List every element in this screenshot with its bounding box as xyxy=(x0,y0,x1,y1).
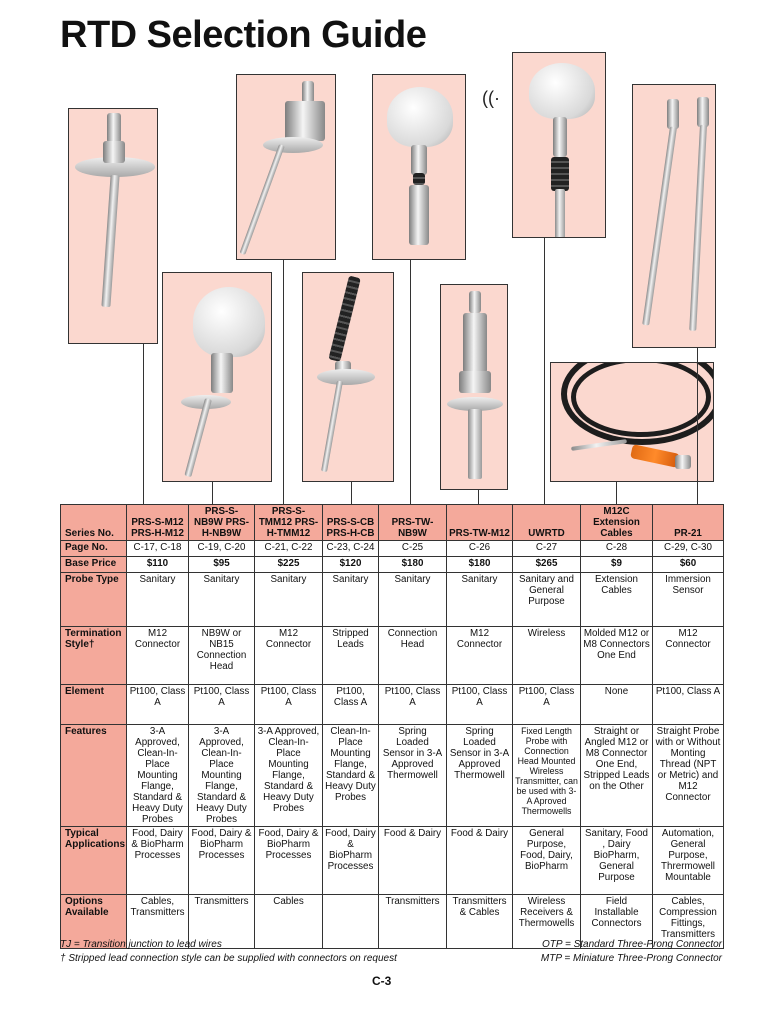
cell-element: Pt100, Class A xyxy=(127,685,189,725)
cell-element: Pt100, Class A xyxy=(189,685,255,725)
cell-element: Pt100, Class A xyxy=(653,685,724,725)
cell-applications: Sanitary, Food , Dairy BioPharm, General Purpose xyxy=(581,827,653,895)
cell-options: Cables, Compression Fittings, Transmitters xyxy=(653,895,724,949)
cell-price: $120 xyxy=(323,557,379,573)
cell-options xyxy=(323,895,379,949)
cell-series: UWRTD xyxy=(513,505,581,541)
cell-options: Field Installable Connectors xyxy=(581,895,653,949)
cell-probe-type: Sanitary xyxy=(379,573,447,627)
cell-page-no: C-28 xyxy=(581,541,653,557)
cell-price: $9 xyxy=(581,557,653,573)
cell-features: 3-A Approved, Clean-In-Place Mounting Flange, Standard & Heavy Duty Probes xyxy=(127,725,189,827)
cell-element: Pt100, Class A xyxy=(513,685,581,725)
cell-probe-type: Sanitary xyxy=(255,573,323,627)
product-photo-prs-tw-m12 xyxy=(440,284,508,490)
product-photo-prs-s-nb9w xyxy=(162,272,272,482)
row-label: Typical Applications xyxy=(61,827,127,895)
cell-probe-type: Sanitary xyxy=(189,573,255,627)
cell-probe-type: Sanitary and General Purpose xyxy=(513,573,581,627)
cell-series: PR-21 xyxy=(653,505,724,541)
cell-price: $110 xyxy=(127,557,189,573)
cell-options: Wireless Receivers & Thermowells xyxy=(513,895,581,949)
cell-options: Transmitters xyxy=(189,895,255,949)
cell-features: 3-A Approved, Clean-In-Place Mounting Flange, Standard & Heavy Duty Probes xyxy=(255,725,323,827)
cell-price: $180 xyxy=(379,557,447,573)
cell-features: Clean-In-Place Mounting Flange, Standard & Heavy Duty Probes xyxy=(323,725,379,827)
cell-series: PRS-TW-M12 xyxy=(447,505,513,541)
cell-applications: Food, Dairy & BioPharm Processes xyxy=(255,827,323,895)
cell-series: PRS-TW-NB9W xyxy=(379,505,447,541)
cell-element: Pt100, Class A xyxy=(255,685,323,725)
cell-applications: Automation, General Purpose, Thrermowell Mountable xyxy=(653,827,724,895)
cell-series: PRS-S-NB9W PRS-H-NB9W xyxy=(189,505,255,541)
row-label: Base Price xyxy=(61,557,127,573)
cell-page-no: C-21, C-22 xyxy=(255,541,323,557)
cell-features: Fixed Length Probe with Connection Head Mounted Wireless Transmitter, can be used with 3-A Aproved Thermowells xyxy=(513,725,581,827)
cell-series: PRS-S-CB PRS-H-CB xyxy=(323,505,379,541)
product-photo-uwrtd xyxy=(512,52,606,238)
product-photo-prs-s-cb xyxy=(302,272,394,482)
cell-page-no: C-27 xyxy=(513,541,581,557)
cell-options: Cables xyxy=(255,895,323,949)
cell-termination: M12 Connector xyxy=(127,627,189,685)
cell-applications: General Purpose, Food, Dairy, BioPharm xyxy=(513,827,581,895)
cell-termination: Stripped Leads xyxy=(323,627,379,685)
cell-element: Pt100, Class A xyxy=(447,685,513,725)
page-number: C-3 xyxy=(372,974,392,988)
cell-series: PRS-S-TMM12 PRS-H-TMM12 xyxy=(255,505,323,541)
cell-termination: Molded M12 or M8 Connectors One End xyxy=(581,627,653,685)
row-features xyxy=(61,725,724,827)
cell-probe-type: Sanitary xyxy=(447,573,513,627)
product-photo-prs-s-tmm12 xyxy=(236,74,336,260)
cell-features: Straight or Angled M12 or M8 Connector One End, Stripped Leads on the Other xyxy=(581,725,653,827)
row-element xyxy=(61,685,724,725)
cell-termination: M12 Connector xyxy=(255,627,323,685)
cell-probe-type: Sanitary xyxy=(127,573,189,627)
cell-features: Spring Loaded Sensor in 3-A Approved Thermowell xyxy=(379,725,447,827)
footnote-mtp: MTP = Miniature Three-Prong Connector xyxy=(540,953,722,964)
cell-page-no: C-29, C-30 xyxy=(653,541,724,557)
page-title: RTD Selection Guide xyxy=(60,14,427,56)
cell-applications: Food, Dairy & BioPharm Processes xyxy=(323,827,379,895)
cell-applications: Food, Dairy & BioPharm Processes xyxy=(127,827,189,895)
product-photo-prs-s-m12 xyxy=(68,108,158,344)
footnote-dagger: † Stripped lead connection style can be supplied with connectors on request xyxy=(60,953,397,964)
cell-options: Transmitters & Cables xyxy=(447,895,513,949)
cell-termination: M12 Connector xyxy=(447,627,513,685)
cell-features: 3-A Approved, Clean-In-Place Mounting Flange, Standard & Heavy Duty Probes xyxy=(189,725,255,827)
cell-page-no: C-26 xyxy=(447,541,513,557)
product-photo-prs-tw-nb9w xyxy=(372,74,466,260)
cell-options: Cables, Transmitters xyxy=(127,895,189,949)
cell-applications: Food, Dairy & BioPharm Processes xyxy=(189,827,255,895)
wireless-signal-icon: ((· xyxy=(482,88,500,108)
cell-element: Pt100, Class A xyxy=(379,685,447,725)
row-label: Termination Style† xyxy=(61,627,127,685)
row-base-price xyxy=(61,557,724,573)
cell-price: $60 xyxy=(653,557,724,573)
cell-series: PRS-S-M12 PRS-H-M12 xyxy=(127,505,189,541)
cell-features: Straight Probe with or Without Monting Thread (NPT or Metric) and M12 Connector xyxy=(653,725,724,827)
row-label: Series No. xyxy=(61,505,127,541)
cell-termination: NB9W or NB15 Connection Head xyxy=(189,627,255,685)
row-label: Features xyxy=(61,725,127,827)
row-probe-type xyxy=(61,573,724,627)
cell-page-no: C-23, C-24 xyxy=(323,541,379,557)
cell-probe-type: Extension Cables xyxy=(581,573,653,627)
footnote-otp: OTP = Standard Three-Prong Connector xyxy=(542,939,722,950)
product-photo-m12c-cables xyxy=(550,362,714,482)
row-termination-style xyxy=(61,627,724,685)
cell-termination: M12 Connector xyxy=(653,627,724,685)
cell-probe-type: Sanitary xyxy=(323,573,379,627)
cell-series: M12C Extension Cables xyxy=(581,505,653,541)
cell-element: Pt100, Class A xyxy=(323,685,379,725)
cell-element: None xyxy=(581,685,653,725)
product-photo-pr-21 xyxy=(632,84,716,348)
cell-page-no: C-17, C-18 xyxy=(127,541,189,557)
row-series xyxy=(61,505,724,541)
cell-price: $225 xyxy=(255,557,323,573)
cell-termination: Wireless xyxy=(513,627,581,685)
cell-page-no: C-25 xyxy=(379,541,447,557)
cell-price: $95 xyxy=(189,557,255,573)
cell-termination: Connection Head xyxy=(379,627,447,685)
selection-table xyxy=(60,504,724,949)
row-page-no xyxy=(61,541,724,557)
footnote-tj: TJ = Transition junction to lead wires xyxy=(60,939,222,950)
row-typical-applications xyxy=(61,827,724,895)
cell-price: $180 xyxy=(447,557,513,573)
cell-probe-type: Immersion Sensor xyxy=(653,573,724,627)
cell-price: $265 xyxy=(513,557,581,573)
cell-options: Transmitters xyxy=(379,895,447,949)
row-label: Element xyxy=(61,685,127,725)
row-label: Probe Type xyxy=(61,573,127,627)
cell-applications: Food & Dairy xyxy=(447,827,513,895)
row-label: Page No. xyxy=(61,541,127,557)
cell-features: Spring Loaded Sensor in 3-A Approved Thermowell xyxy=(447,725,513,827)
cell-applications: Food & Dairy xyxy=(379,827,447,895)
cell-page-no: C-19, C-20 xyxy=(189,541,255,557)
row-label: Options Available xyxy=(61,895,127,949)
